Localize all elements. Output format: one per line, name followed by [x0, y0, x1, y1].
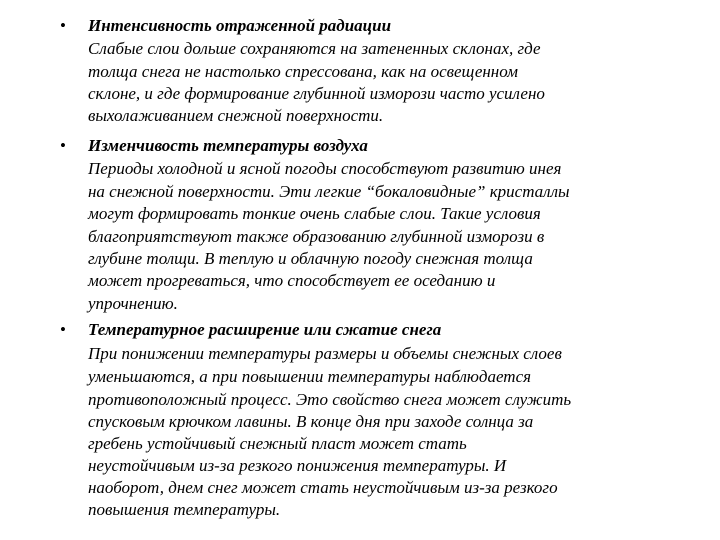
- body-line: могут формировать тонкие очень слабые слои. Такие условия: [88, 204, 541, 223]
- body-line: повышения температуры.: [88, 500, 281, 519]
- body-line: упрочнению.: [88, 294, 178, 313]
- body-line: может прогреваться, что способствует ее оседанию и: [88, 271, 496, 290]
- body-line: Периоды холодной и ясной погоды способствуют развитию инея: [88, 159, 562, 178]
- body-line: При понижении температуры размеры и объемы снежных слоев: [88, 344, 562, 363]
- bullet-item-air-temperature: [60, 136, 700, 316]
- bullet-heading: Изменчивость температуры воздуха: [88, 136, 368, 155]
- body-line: неустойчивым из-за резкого понижения температуры. И: [88, 456, 507, 475]
- body-line: глубине толщи. В теплую и облачную погоду снежная толща: [88, 249, 533, 268]
- bullet-item-thermal-expansion: [60, 320, 700, 520]
- body-line: на снежной поверхности. Эти легкие “бокаловидные” кристаллы: [88, 182, 570, 201]
- bullet-marker: •: [60, 136, 66, 155]
- body-line: противоположный процесс. Это свойство снега может служить: [88, 390, 572, 409]
- body-line: гребень устойчивый снежный пласт может стать: [88, 434, 467, 453]
- body-line: выхолаживанием снежной поверхности.: [88, 106, 384, 125]
- bullet-marker: •: [60, 320, 66, 339]
- body-line: Слабые слои дольше сохраняются на затененных склонах, где: [88, 39, 541, 58]
- body-line: благоприятствуют также образованию глубинной изморози в: [88, 227, 545, 246]
- bullet-marker: •: [60, 16, 66, 35]
- body-line: склоне, и где формирование глубинной изморози часто усилено: [88, 84, 545, 103]
- bullet-heading: Температурное расширение или сжатие снега: [88, 320, 442, 339]
- bullet-item-reflected-radiation: [60, 16, 700, 128]
- body-line: уменьшаются, а при повышении температуры наблюдается: [88, 367, 532, 386]
- body-line: спусковым крючком лавины. В конце дня при заходе солнца за: [88, 412, 534, 431]
- body-line: толща снега не настолько спрессована, как на освещенном: [88, 62, 518, 81]
- body-line: наоборот, днем снег может стать неустойчивым из-за резкого: [88, 478, 558, 497]
- bullet-heading: Интенсивность отраженной радиации: [88, 16, 392, 35]
